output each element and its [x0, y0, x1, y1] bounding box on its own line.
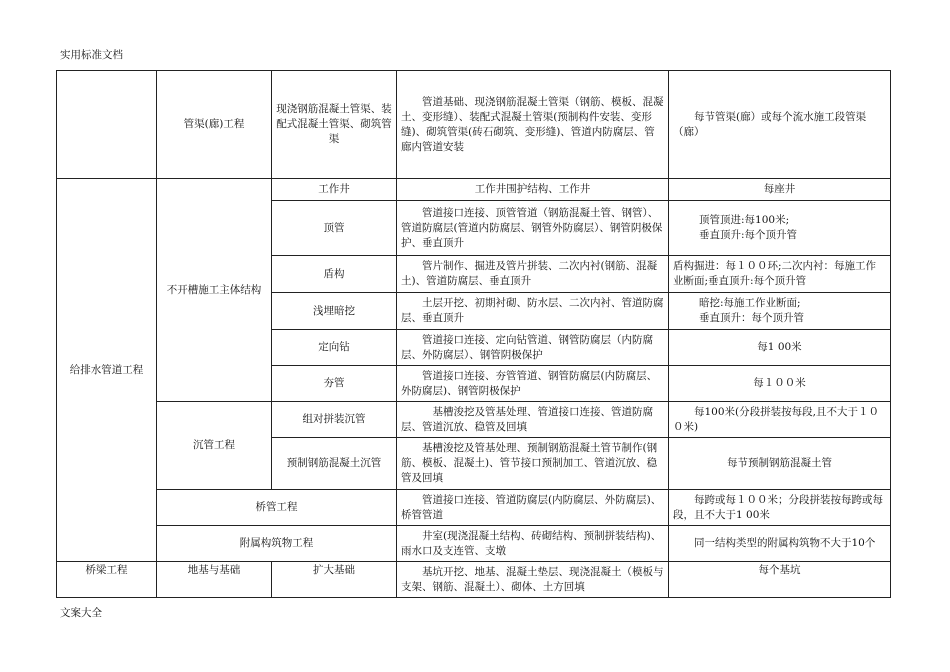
inspection-lot-cell: 每100米(分段拼装按每段,且不大于１００米)	[669, 402, 891, 438]
sub-item-cell: 工作井	[272, 179, 397, 201]
content-cell: 基槽浚挖及管基处理、管道接口连接、管道防腐层、管道沉放、稳管及回填	[397, 402, 669, 438]
sub-item-cell: 组对拼装沉管	[272, 402, 397, 438]
content-cell: 土层开挖、初期衬砌、防水层、二次内衬、管道防腐层、垂直顶升	[397, 293, 669, 330]
sub-item-cell: 现浇钢筋混凝土管渠、装配式混凝土管渠、砌筑管渠	[272, 71, 397, 179]
content-cell: 管道接口连接、管道防腐层(内防腐层、外防腐层)、桥管管道	[397, 490, 669, 526]
sub-item-cell: 预制钢筋混凝土沉管	[272, 438, 397, 490]
sub-project-cell: 桥管工程	[157, 490, 397, 526]
content-cell: 管道基础、现浇钢筋混凝土管渠（钢筋、模板、混凝土、变形缝）、装配式混凝土管渠(预制构件安装、变形缝)、砌筑管渠(砖石砌筑、变形缝)、管道内防腐层、管廊内管道安装	[397, 71, 669, 179]
sub-project-cell: 附属构筑物工程	[157, 526, 397, 562]
inspection-lot-cell: 暗挖:每施工作业断面; 垂直顶升：每个顶升管	[669, 293, 891, 330]
content-cell: 管片制作、掘进及管片拼装、二次内衬(钢筋、混凝土)、管道防腐层、垂直顶升	[397, 256, 669, 293]
inspection-lot-cell: 每1 00米	[669, 330, 891, 366]
sub-item-cell: 夯管	[272, 366, 397, 402]
project-cell-water-supply: 给排水管道工程	[57, 179, 157, 562]
sub-project-trenchless: 不开槽施工主体结构	[157, 179, 272, 402]
inspection-lot-cell: 每座井	[669, 179, 891, 201]
content-cell: 井室(现浇混凝土结构、砖砌结构、预制拼装结构)、雨水口及支连管、支墩	[397, 526, 669, 562]
project-cell-bridge: 桥梁工程	[57, 562, 157, 598]
inspection-lot-cell: 盾构掘进：每１００环;二次内衬：每施工作业断面;垂直顶升:每个顶升管	[669, 256, 891, 293]
sub-item-cell: 扩大基础	[272, 562, 397, 598]
inspection-lot-cell: 每节预制钢筋混凝土管	[669, 438, 891, 490]
sub-item-cell: 浅埋暗挖	[272, 293, 397, 330]
inspection-lot-cell: 同一结构类型的附属构筑物不大于10个	[669, 526, 891, 562]
content-cell: 管道接口连接、顶管管道（钢筋混凝土管、钢管）、管道防腐层(管道内防腐层、钢管外防腐层）、钢管阴极保护、垂直顶升	[397, 201, 669, 256]
inspection-lot-cell: 顶管顶进:每100米; 垂直顶升:每个顶升管	[669, 201, 891, 256]
sub-item-cell: 定向钻	[272, 330, 397, 366]
inspection-lot-cell: 每跨或每１００米；分段拼装按每跨或每段，且不大于1 00米	[669, 490, 891, 526]
content-cell: 基槽浚挖及管基处理、预制钢筋混凝土管节制作(钢筋、模板、混凝土)、管节接口预制加工、管道沉放、稳管及回填	[397, 438, 669, 490]
content-cell: 管道接口连接、定向钻管道、钢管防腐层（内防腐层、外防腐层）、钢管阴极保护	[397, 330, 669, 366]
sub-project-immersed: 沉管工程	[157, 402, 272, 490]
content-cell: 基坑开挖、地基、混凝土垫层、现浇混凝土（模板与支架、钢筋、混凝土）、砌体、土方回填	[397, 562, 669, 598]
content-cell: 工作井围护结构、工作井	[397, 179, 669, 201]
page-footer: 文案大全	[60, 607, 102, 619]
page-header: 实用标准文档	[60, 49, 123, 61]
inspection-lot-cell: 每个基坑	[669, 562, 891, 598]
acceptance-division-table	[56, 70, 891, 598]
sub-project-cell: 管渠(廊)工程	[157, 71, 272, 179]
cell-empty	[57, 71, 157, 179]
sub-project-cell: 地基与基础	[157, 562, 272, 598]
sub-item-cell: 盾构	[272, 256, 397, 293]
sub-item-cell: 顶管	[272, 201, 397, 256]
content-cell: 管道接口连接、夯管管道、钢管防腐层(内防腐层、外防腐层)、钢管阴极保护	[397, 366, 669, 402]
inspection-lot-cell: 每１００米	[669, 366, 891, 402]
inspection-lot-cell: 每节管渠(廊）或每个流水施工段管渠（廊）	[669, 71, 891, 179]
